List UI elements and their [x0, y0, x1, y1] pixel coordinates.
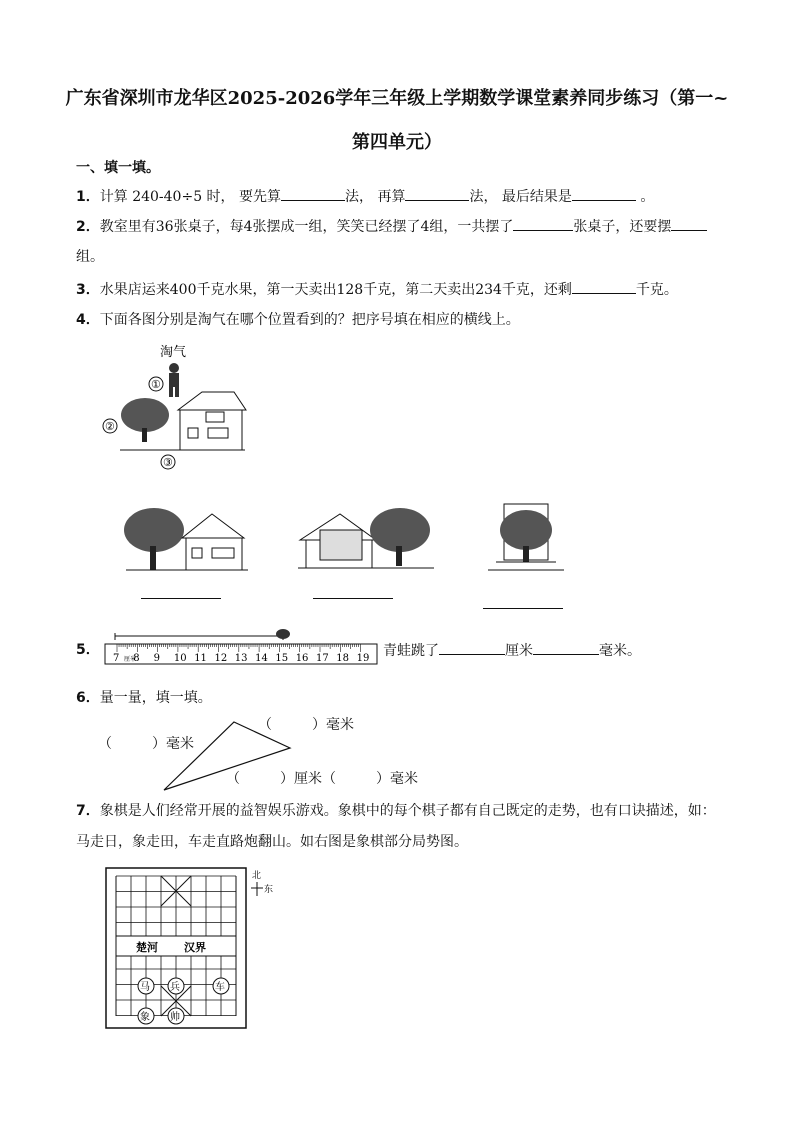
unit-text: ）厘米（	[280, 771, 336, 787]
tree-icon	[121, 398, 169, 442]
svg-text:车: 车	[215, 982, 225, 993]
ruler-tick-label: 8	[133, 653, 140, 664]
view-3-answer-blank[interactable]	[483, 594, 563, 609]
person-icon	[169, 363, 179, 397]
chess-piece	[168, 1008, 184, 1024]
ruler-unit-label: 厘米	[124, 656, 137, 663]
q6-text: 量一量，填一填。	[99, 690, 212, 706]
chess-piece	[168, 978, 184, 994]
paren-open: （	[258, 717, 272, 733]
answer-blank[interactable]	[281, 186, 345, 201]
frog-icon	[276, 629, 290, 639]
river-left-label: 楚河	[136, 941, 158, 954]
q2-text-b: 张桌子，还要摆	[573, 219, 672, 235]
question-number: 6．	[76, 690, 100, 706]
paren-open: （	[226, 771, 240, 787]
chess-piece	[213, 978, 229, 994]
river-right-label: 汉界	[184, 941, 206, 954]
q2-text-c: 组。	[76, 249, 104, 265]
house-tree-scene	[100, 340, 260, 470]
question-4	[76, 310, 520, 330]
question-7	[76, 801, 716, 821]
ruler-tick-label: 13	[234, 653, 248, 664]
q2-text-a: 教室里有36张桌子，每4张摆成一组，笑笑已经摆了4组，一共摆了	[99, 219, 514, 235]
question-5-number	[76, 640, 100, 660]
house-icon	[178, 392, 246, 450]
svg-text:帅: 帅	[170, 1012, 180, 1023]
view-1-image	[122, 500, 252, 578]
question-number: 2．	[76, 219, 100, 235]
view-2-answer-blank[interactable]	[313, 584, 393, 599]
q6-bottom-label	[226, 769, 418, 789]
question-6	[76, 688, 212, 708]
answer-blank[interactable]	[533, 640, 599, 655]
ruler-tick-label: 10	[173, 653, 187, 664]
ruler-figure	[103, 628, 381, 666]
ruler-tick-label: 17	[316, 653, 329, 664]
question-number: 7．	[76, 803, 100, 819]
position-2-marker: ②	[105, 420, 115, 433]
q7-line2: 马走日，象走田，车走直路炮翻山。如右图是象棋部分局势图。	[76, 834, 468, 850]
svg-text:马: 马	[140, 982, 150, 993]
position-3-marker: ③	[163, 456, 173, 469]
q7-line1: 象棋是人们经常开展的益智娱乐游戏。象棋中的每个棋子都有自己既定的走势，也有口诀描述，如：	[99, 803, 716, 819]
q1-text-c: 法， 最后结果是	[469, 189, 572, 205]
question-5-text	[383, 640, 641, 661]
person-label: 淘气	[160, 345, 187, 360]
ruler-tick-label: 12	[214, 653, 228, 664]
answer-blank[interactable]	[112, 734, 152, 748]
view-3-image	[486, 500, 566, 578]
q3-text-a: 水果店运来400千克水果，第一天卖出128千克，第二天卖出234千克，还剩	[99, 282, 572, 298]
ruler-tick-label: 9	[153, 653, 160, 664]
unit-text: ）毫米	[152, 736, 194, 752]
q3-text-b: 千克。	[635, 282, 678, 298]
question-number: 5．	[76, 642, 100, 658]
ruler-tick-label: 15	[275, 653, 289, 664]
question-2	[76, 216, 707, 237]
answer-blank[interactable]	[336, 769, 376, 783]
paren-open: （	[98, 736, 112, 752]
view-1-answer-blank[interactable]	[141, 584, 221, 599]
page-title: 广东省深圳市龙华区2025-2026学年三年级上学期数学课堂素养同步练习（第一~	[65, 88, 729, 109]
ruler-tick-label: 16	[295, 653, 309, 664]
position-1-marker: ①	[151, 378, 161, 391]
question-number: 4．	[76, 312, 100, 328]
q5-text-c: 毫米。	[599, 643, 641, 659]
q1-text-b: 法， 再算	[345, 189, 406, 205]
question-number: 3．	[76, 282, 100, 298]
view-2-image	[296, 500, 436, 572]
q4-text: 下面各图分别是淘气在哪个位置看到的？把序号填在相应的横线上。	[99, 312, 520, 328]
answer-blank[interactable]	[272, 715, 312, 729]
svg-text:兵: 兵	[170, 982, 180, 993]
q5-text-a: 青蛙跳了	[383, 643, 439, 659]
q1-text-d: 。	[635, 189, 655, 205]
answer-blank[interactable]	[572, 186, 636, 201]
ruler-tick-label: 11	[194, 653, 207, 664]
compass-icon	[251, 869, 273, 896]
answer-blank[interactable]	[671, 216, 707, 231]
q6-left-label	[98, 734, 194, 754]
answer-blank[interactable]	[439, 640, 505, 655]
question-3	[76, 279, 678, 300]
q6-top-right-label	[258, 715, 354, 735]
svg-text:象: 象	[140, 1012, 150, 1023]
unit-text: ）毫米	[312, 717, 354, 733]
chess-piece	[138, 1008, 154, 1024]
svg-text:东: 东	[264, 885, 274, 895]
q1-text-a: 计算 240-40÷5 时， 要先算	[99, 189, 282, 205]
answer-blank[interactable]	[405, 186, 469, 201]
section-heading: 一、填一填。	[76, 160, 160, 176]
chess-piece	[138, 978, 154, 994]
ruler-tick-label: 18	[336, 653, 350, 664]
ruler-tick-label: 19	[356, 653, 370, 664]
answer-blank[interactable]	[513, 216, 573, 231]
answer-blank[interactable]	[240, 769, 280, 783]
question-1	[76, 186, 654, 207]
unit-text: ）毫米	[376, 771, 418, 787]
chess-board	[104, 866, 274, 1030]
svg-text:北: 北	[252, 871, 262, 881]
page-title-line2: 第四单元）	[352, 132, 442, 153]
answer-blank[interactable]	[572, 279, 636, 294]
question-number: 1．	[76, 189, 100, 205]
q5-text-b: 厘米	[505, 643, 533, 659]
ruler-tick-label: 14	[255, 653, 268, 664]
ruler-tick-label: 7	[113, 653, 120, 664]
